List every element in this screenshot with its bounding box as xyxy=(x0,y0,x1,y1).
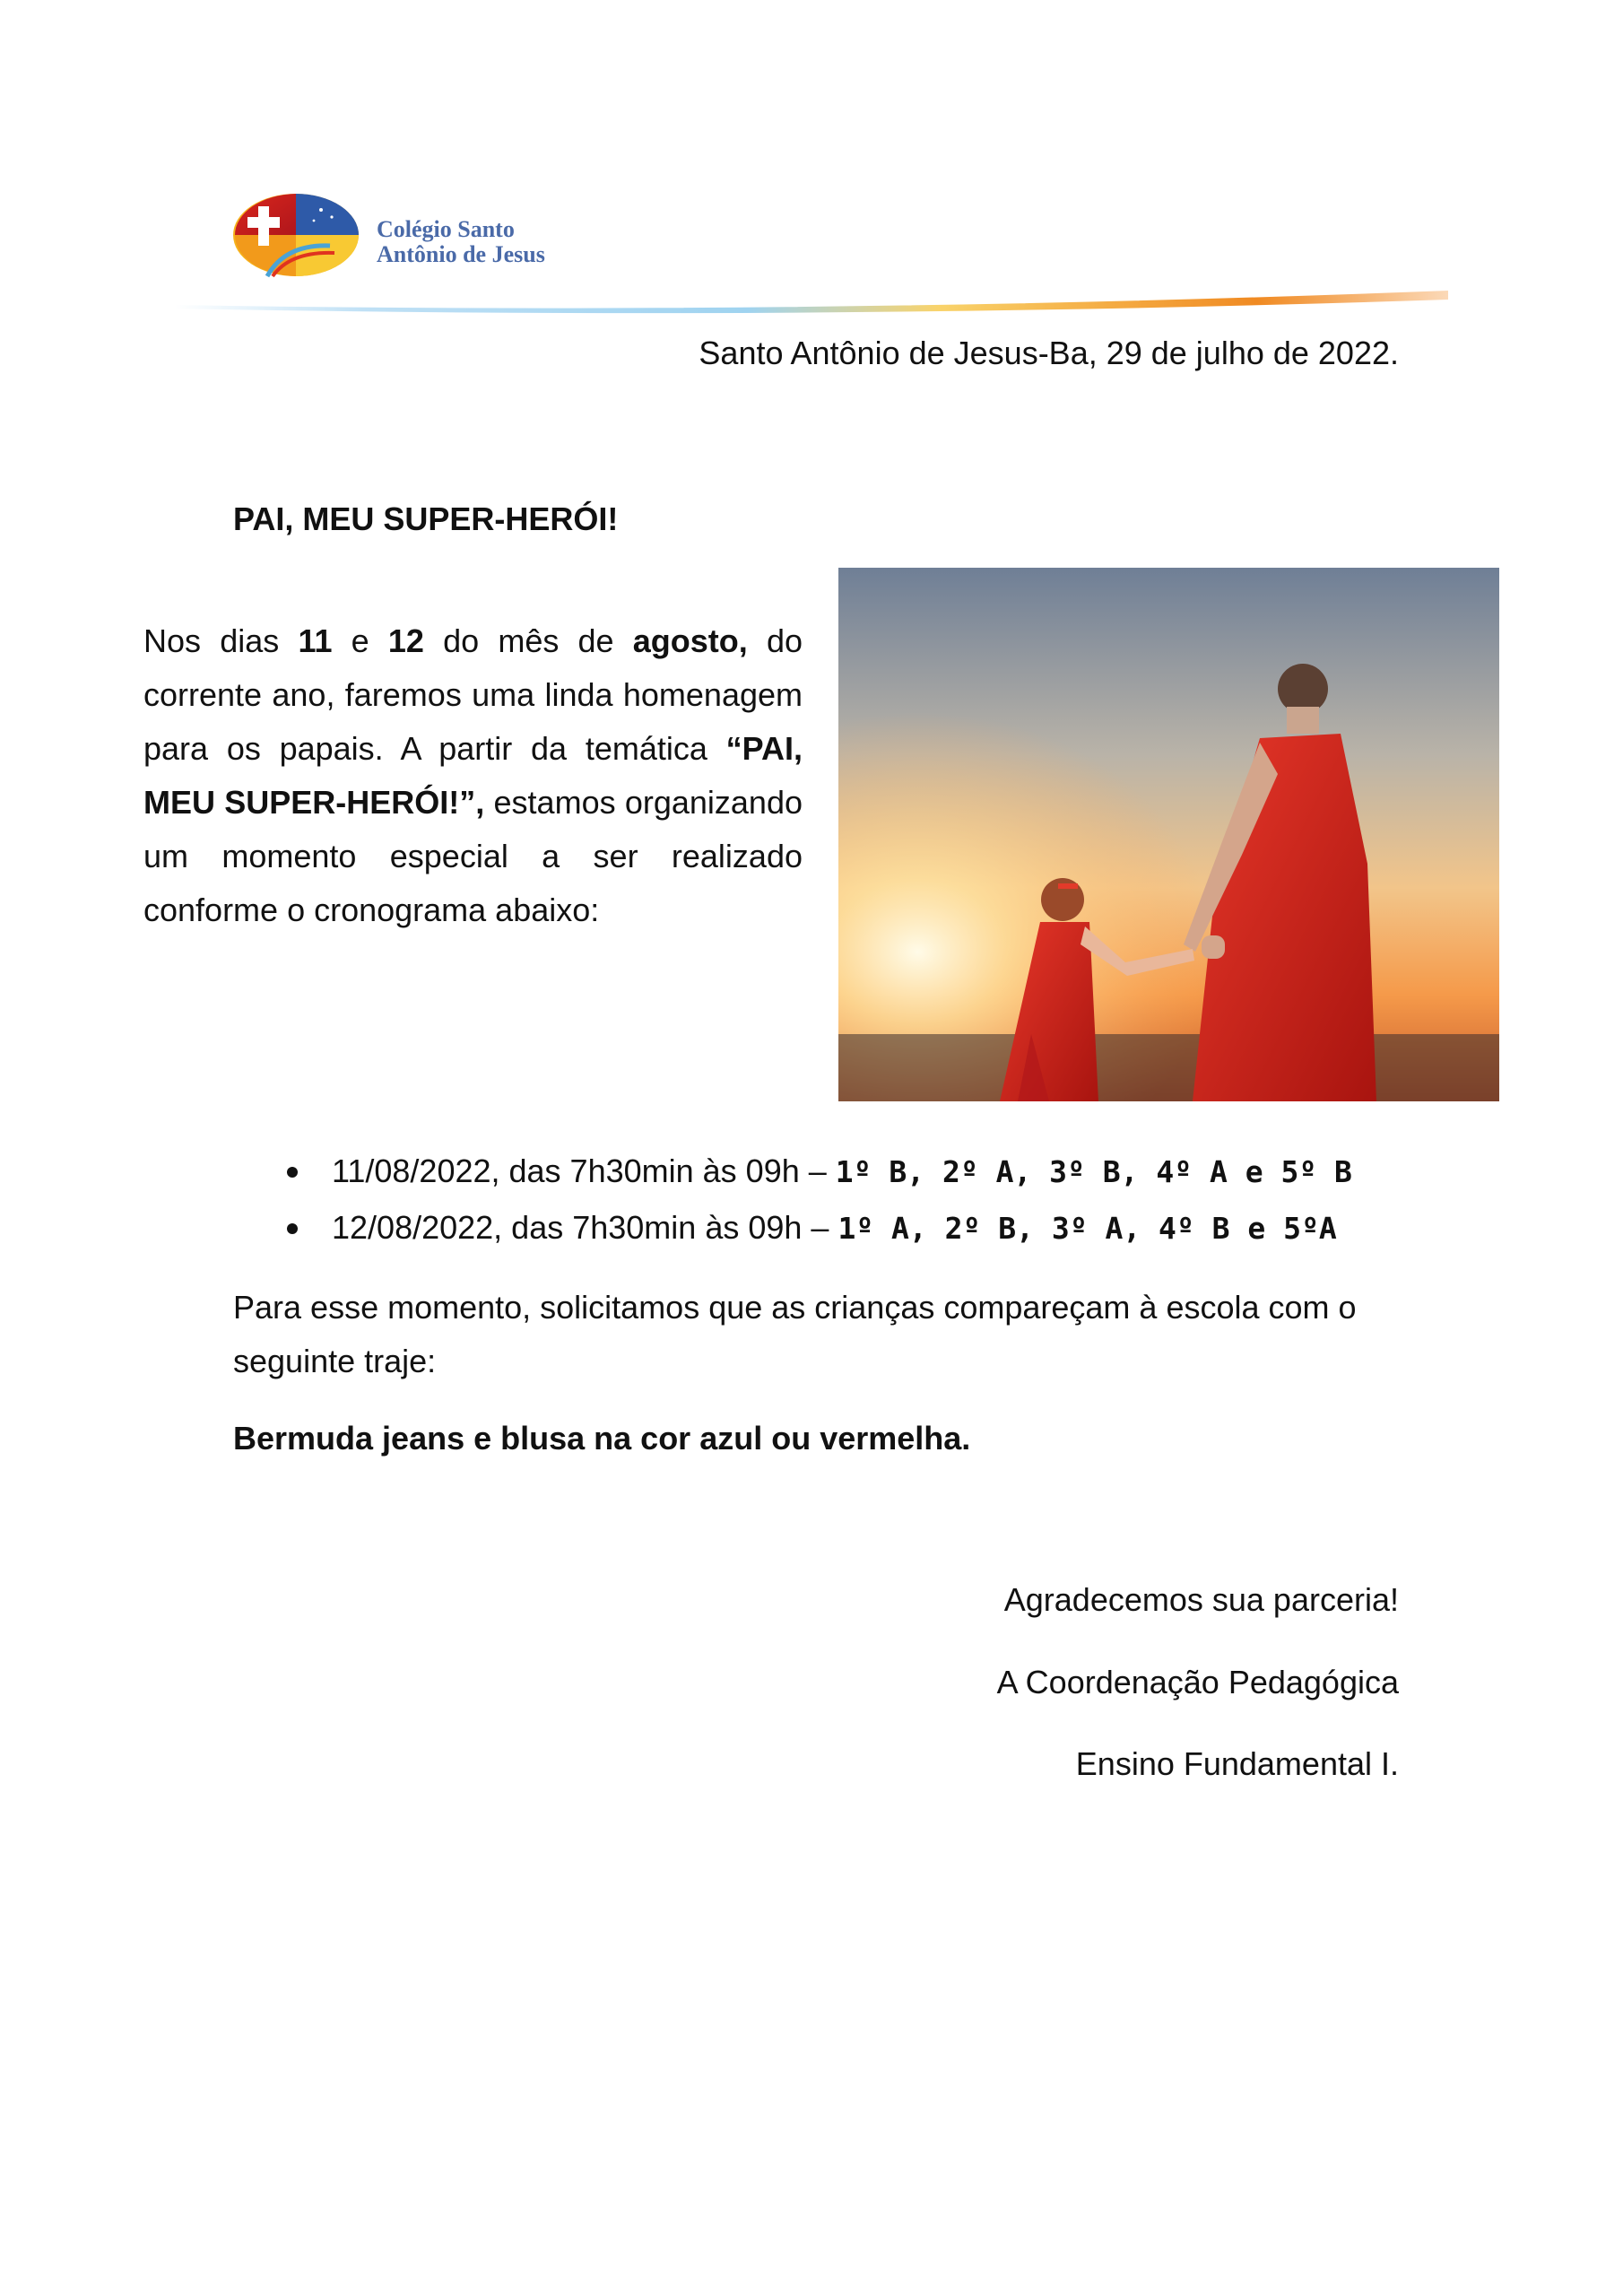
schedule-list xyxy=(278,1144,1352,1257)
schedule-item xyxy=(278,1200,1352,1257)
bullet-icon xyxy=(287,1167,298,1178)
intro-text: e xyxy=(332,622,388,659)
school-name xyxy=(377,217,545,267)
schedule-classes: 1º A, 2º B, 3º A, 4º B e 5ºA xyxy=(838,1211,1337,1246)
intro-text: do mês de xyxy=(423,622,633,659)
closing-department: Ensino Fundamental I. xyxy=(1075,1745,1399,1782)
bullet-icon xyxy=(287,1223,298,1234)
superhero-father-child-photo xyxy=(838,568,1499,1101)
intro-text: estamos organizando um momento especial a ser realizado conforme o cronograma abaixo: xyxy=(143,784,803,928)
schedule-item xyxy=(278,1144,1352,1200)
date-line: Santo Antônio de Jesus-Ba, 29 de julho de 2022. xyxy=(699,335,1399,371)
intro-day1: 11 xyxy=(298,622,333,659)
school-name-line2: Antônio de Jesus xyxy=(377,241,545,267)
page-title: PAI, MEU SUPER-HERÓI! xyxy=(233,500,619,537)
intro-text: do corrente ano, faremos uma linda homenagem para os papais. A partir da temática xyxy=(143,622,803,767)
school-logo xyxy=(231,190,361,280)
intro-text: Nos dias xyxy=(143,622,299,659)
attire-requirement: Bermuda jeans e blusa na cor azul ou vermelha. xyxy=(233,1420,971,1457)
intro-month: agosto, xyxy=(632,622,748,659)
school-name-line1: Colégio Santo xyxy=(377,216,515,242)
intro-day2: 12 xyxy=(387,622,424,659)
intro-paragraph xyxy=(143,614,803,937)
intro-theme: “PAI, MEU SUPER-HERÓI!”, xyxy=(143,730,803,821)
schedule-classes: 1º B, 2º A, 3º B, 4º A e 5º B xyxy=(835,1154,1352,1189)
header-swoosh-divider xyxy=(175,285,1448,321)
request-paragraph: Para esse momento, solicitamos que as crianças compareçam à escola com o seguinte traje: xyxy=(233,1289,1357,1379)
closing-thanks: Agradecemos sua parceria! xyxy=(1003,1581,1399,1618)
closing-coordination: A Coordenação Pedagógica xyxy=(996,1664,1399,1700)
schedule-date: 12/08/2022, das 7h30min às 09h – xyxy=(332,1209,838,1246)
schedule-date: 11/08/2022, das 7h30min às 09h – xyxy=(332,1152,836,1189)
